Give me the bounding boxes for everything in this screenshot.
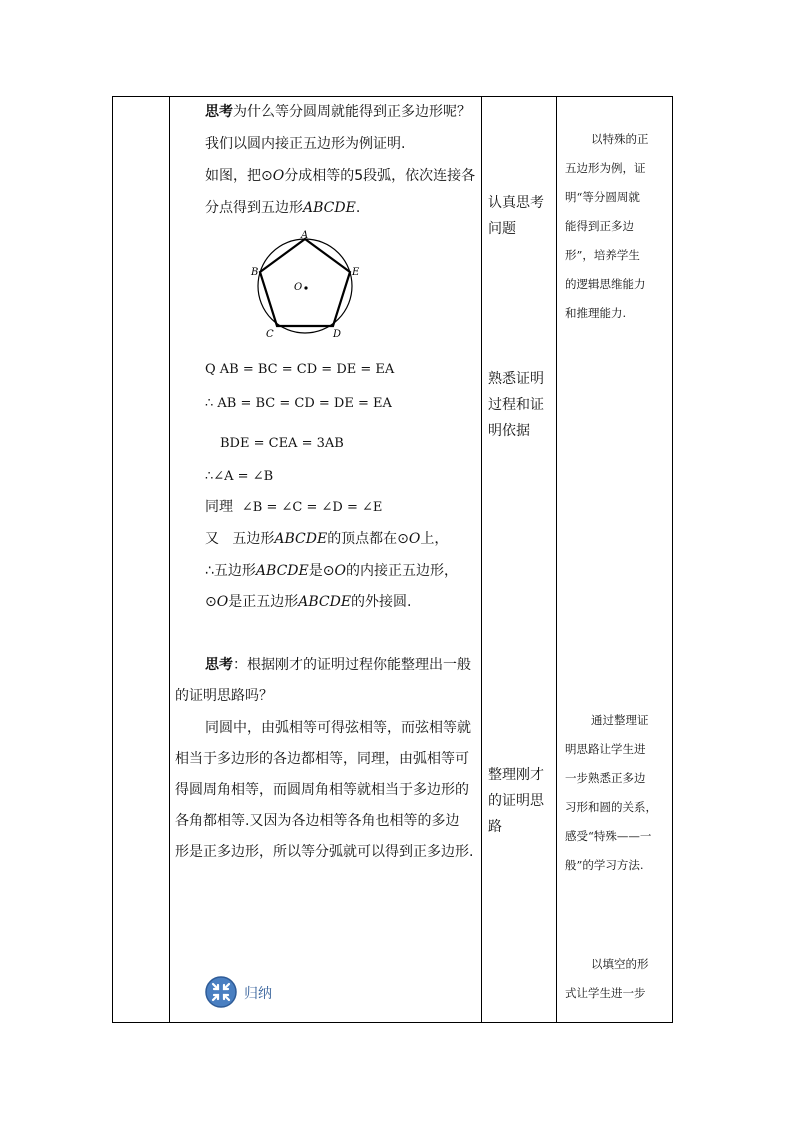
vertex-label-c: C [266,329,274,340]
design-intent-2 [565,706,657,880]
vertex-label-e: E [352,267,360,278]
intent-line: 式让学生进一步 [565,986,646,1000]
intent-line: 的逻辑思维能力 [565,277,646,291]
activity-line: 熟悉证明 [488,371,544,387]
table-col-border-4 [556,96,557,1023]
intro-text: 我们以圆内接正五边形为例证明. [205,136,406,152]
think-question-text: 为什么等分圆周就能得到正多边形呢？ [233,104,471,120]
intent-line: 明“等分圆周就 [565,190,640,204]
vertex-label-a: A [301,230,309,241]
intent-line: 习形和圆的关系， [565,800,657,814]
intent-line: 以特殊的正 [591,132,649,146]
intent-line: 形”，培养学生 [565,248,640,262]
table-col-border-2 [169,96,170,1023]
circle-o-symbol: O [216,594,229,610]
proof-word: ⊙ [205,594,217,610]
proof-angles: ∠B = ∠C = ∠D = ∠E [241,500,383,515]
fig-desc-part: 如图，把⊙ [205,168,273,184]
activity-line: 明依据 [488,423,530,439]
fig-desc-part: 分点得到五边形 [205,200,303,216]
pentagon-name: ABCDE [303,200,356,216]
think-label: 思考 [205,104,233,120]
proof-word: 五边形 [232,531,275,547]
activity-line: 认真思考 [488,195,544,211]
proof-line-arc-sums: BDE = CEA = 3AB [220,436,344,451]
circle-o-symbol: O [334,563,346,579]
proof-word: 又 [205,531,219,547]
proof-line-vertices-on-circle [205,529,448,549]
activity-line: 路 [488,819,502,835]
student-activity-3 [488,762,544,840]
inscribed-pentagon-figure [240,228,370,344]
intent-line: 明思路让学生进 [565,742,646,756]
proof-line-angles-ab: ∴∠A = ∠B [205,469,274,484]
table-col-border-5 [672,96,673,1023]
regular-pentagon [260,239,350,326]
fig-desc-part: . [355,200,361,216]
intent-line: 五边形为例，证 [565,161,646,175]
circumcircle [258,239,352,333]
summary-section-label: 归纳 [244,986,272,1002]
center-point [304,286,307,289]
proof-word: 同理 [205,499,233,515]
student-activity-2 [488,366,544,444]
activity-line: 问题 [488,221,516,237]
proof-line-chords-equal: ∴ AB = BC = CD = DE = EA [205,396,392,411]
summary-paragraph-line: 各角都相等.又因为各边相等各角也相等的多边 [175,813,460,829]
activity-line: 整理刚才 [488,767,544,783]
activity-line: 过程和证 [488,397,544,413]
proof-word: 的内接正五边形， [345,563,458,579]
student-activity-1 [488,190,544,242]
design-intent-1 [565,125,649,328]
proof-line-arcs-equal: Q AB = BC = CD = DE = EA [205,362,395,377]
intent-line: 能得到正多边 [565,219,634,233]
intent-line: 感受“特殊——一 [565,829,652,843]
think-label: 思考 [205,657,233,673]
think-question-2-cont: 的证明思路吗？ [175,688,273,704]
intent-line: 一步熟悉正多边 [565,771,646,785]
vertex-label-d: D [333,329,342,340]
proof-word: 的外接圆. [351,594,412,610]
intent-line: 和推理能力. [565,306,627,320]
summary-paragraph-line: 得圆周角相等，而圆周角相等就相当于多边形的 [175,782,469,798]
vertex-label-b: B [251,267,259,278]
table-col-border-3 [481,96,482,1023]
think-question-text: ：根据刚才的证明过程你能整理出一般 [233,657,471,673]
table-bottom-border [112,1022,673,1023]
intent-line: 般”的学习方法. [565,858,644,872]
think-question-1 [205,102,471,122]
pentagon-name: ABCDE [255,563,309,579]
proof-line-all-angles [205,497,382,518]
fig-desc-part: 分成相等的5段弧，依次连接各 [284,168,476,184]
center-label-o: O [294,282,303,293]
proof-line-inscribed [205,561,458,581]
proof-line-circumscribed [205,592,412,612]
proof-word: 的顶点都在⊙ [327,531,409,547]
summary-paragraph-line: 同圆中，由弧相等可得弦相等，而弦相等就 [205,720,471,736]
figure-description-line-2 [205,198,360,218]
summary-arrows-icon [205,976,237,1008]
proof-word: 是⊙ [308,563,335,579]
proof-word: 是正五边形 [228,594,299,610]
pentagon-name: ABCDE [298,594,352,610]
figure-description-line-1 [205,166,475,186]
proof-word: 上， [420,531,449,547]
table-top-border [112,96,673,97]
design-intent-3 [565,950,649,1008]
table-col-border-1 [112,96,113,1023]
pentagon-name: ABCDE [274,531,328,547]
proof-word: ∴五边形 [205,563,256,579]
activity-line: 的证明思 [488,793,544,809]
circle-o-symbol: O [408,531,421,547]
think-question-2 [205,655,471,675]
intent-line: 以填空的形 [591,957,649,971]
summary-paragraph-line: 形是正多边形，所以等分弧就可以得到正多边形. [175,844,474,860]
intent-line: 通过整理证 [591,713,649,727]
summary-paragraph-line: 相当于多边形的各边都相等，同理，由弧相等可 [175,751,469,767]
circle-o-symbol: O [272,168,285,184]
